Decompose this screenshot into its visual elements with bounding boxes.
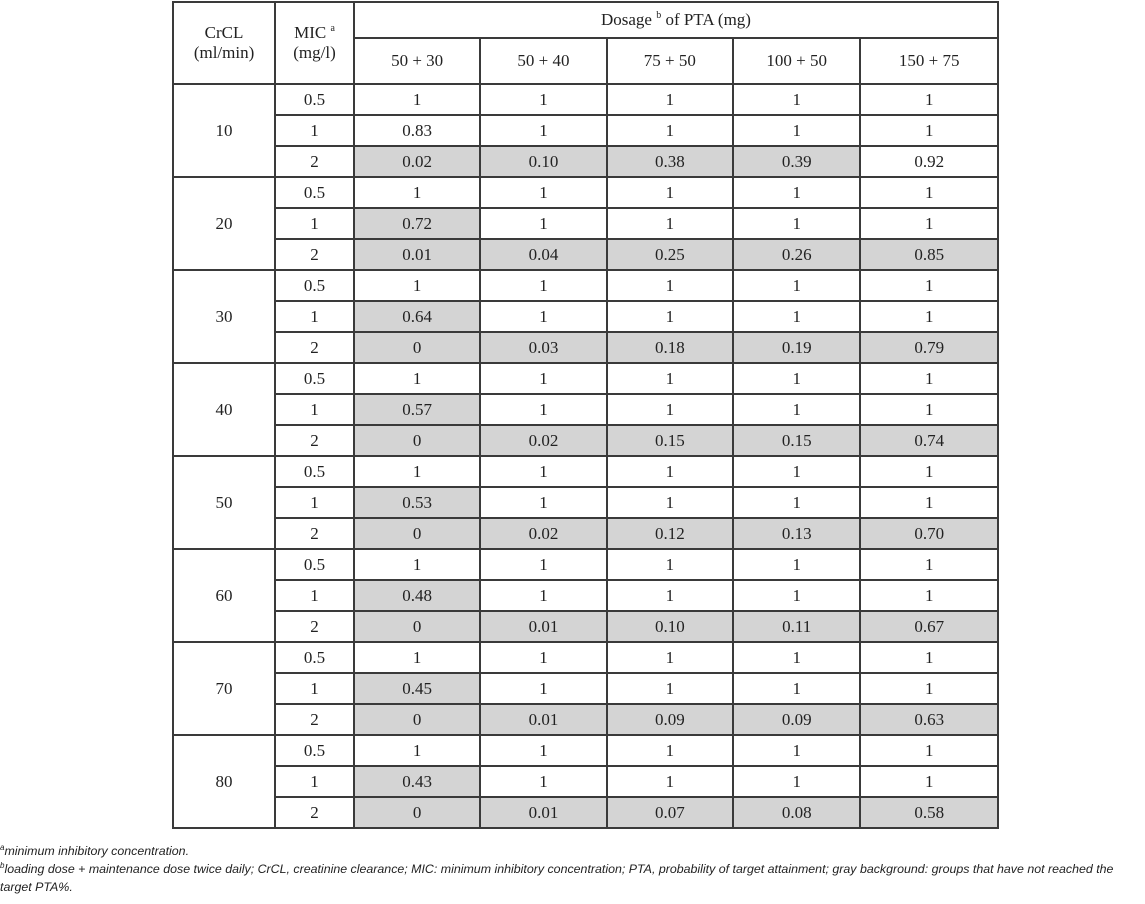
pta-value-cell: 0.01: [480, 797, 606, 828]
pta-value-cell: 1: [607, 394, 733, 425]
pta-value-cell: 0.01: [354, 239, 480, 270]
mic-cell: 0.5: [275, 177, 354, 208]
mic-cell: 0.5: [275, 549, 354, 580]
pta-value-cell: 1: [354, 84, 480, 115]
pta-value-cell: 0.39: [733, 146, 860, 177]
crcl-header-line1: CrCL: [204, 23, 244, 42]
pta-value-cell: 0.15: [607, 425, 733, 456]
mic-cell: 1: [275, 394, 354, 425]
pta-value-cell: 1: [480, 394, 606, 425]
crcl-cell: 50: [173, 456, 275, 549]
pta-value-cell: 0.10: [607, 611, 733, 642]
mic-cell: 0.5: [275, 363, 354, 394]
mic-header-line2: (mg/l): [293, 43, 336, 62]
pta-value-cell: 0: [354, 797, 480, 828]
pta-value-cell: 1: [733, 177, 860, 208]
pta-value-cell: 0.74: [860, 425, 998, 456]
pta-value-cell: 0.07: [607, 797, 733, 828]
table-row: [173, 642, 998, 673]
pta-value-cell: 1: [860, 580, 998, 611]
pta-value-cell: 1: [480, 456, 606, 487]
table-row: [173, 487, 998, 518]
pta-value-cell: 0.63: [860, 704, 998, 735]
pta-value-cell: 1: [607, 84, 733, 115]
pta-value-cell: 1: [607, 177, 733, 208]
crcl-header-line2: (ml/min): [193, 43, 255, 62]
pta-value-cell: 1: [354, 270, 480, 301]
pta-value-cell: 0.67: [860, 611, 998, 642]
dose-header-cell: 50 + 40: [480, 38, 606, 84]
pta-value-cell: 1: [860, 766, 998, 797]
pta-value-cell: 1: [733, 270, 860, 301]
pta-value-cell: 0.09: [607, 704, 733, 735]
mic-cell: 2: [275, 797, 354, 828]
mic-cell: 1: [275, 301, 354, 332]
pta-value-cell: 0.83: [354, 115, 480, 146]
pta-value-cell: 1: [607, 766, 733, 797]
mic-cell: 2: [275, 239, 354, 270]
pta-value-cell: 1: [733, 642, 860, 673]
pta-value-cell: 1: [607, 270, 733, 301]
pta-value-cell: 1: [607, 115, 733, 146]
pta-value-cell: 0.25: [607, 239, 733, 270]
table-row: [173, 332, 998, 363]
mic-cell: 2: [275, 425, 354, 456]
footnote-b: [0, 860, 1145, 896]
mic-cell: 0.5: [275, 735, 354, 766]
table-row: [173, 518, 998, 549]
pta-value-cell: 1: [354, 177, 480, 208]
pta-value-cell: 1: [354, 549, 480, 580]
pta-value-cell: 1: [480, 673, 606, 704]
pta-value-cell: 1: [860, 735, 998, 766]
pta-value-cell: 1: [733, 115, 860, 146]
table-row: [173, 239, 998, 270]
pta-value-cell: 0.19: [733, 332, 860, 363]
table-row: [173, 84, 998, 115]
pta-value-cell: 0.72: [354, 208, 480, 239]
mic-header-line1: MIC: [294, 23, 327, 42]
pta-value-cell: 1: [860, 642, 998, 673]
crcl-cell: 60: [173, 549, 275, 642]
pta-value-cell: 1: [733, 580, 860, 611]
pta-value-cell: 0.70: [860, 518, 998, 549]
table-row: [173, 115, 998, 146]
table-row: [173, 611, 998, 642]
table-row: [173, 673, 998, 704]
pta-value-cell: 0.79: [860, 332, 998, 363]
pta-value-cell: 0.03: [480, 332, 606, 363]
mic-cell: 1: [275, 208, 354, 239]
pta-value-cell: 1: [860, 270, 998, 301]
pta-value-cell: 1: [860, 456, 998, 487]
dosage-header-post: of PTA (mg): [665, 10, 751, 29]
pta-value-cell: 1: [860, 487, 998, 518]
pta-value-cell: 0.13: [733, 518, 860, 549]
pta-value-cell: 0.15: [733, 425, 860, 456]
pta-value-cell: 1: [733, 735, 860, 766]
dose-header-cell: 150 + 75: [860, 38, 998, 84]
mic-cell: 0.5: [275, 456, 354, 487]
pta-value-cell: 1: [354, 735, 480, 766]
pta-value-cell: 0.12: [607, 518, 733, 549]
pta-value-cell: 1: [733, 456, 860, 487]
dose-header-cell: 100 + 50: [733, 38, 860, 84]
mic-cell: 0.5: [275, 642, 354, 673]
pta-value-cell: 0.64: [354, 301, 480, 332]
pta-value-cell: 0.43: [354, 766, 480, 797]
pta-value-cell: 1: [354, 642, 480, 673]
table-row: [173, 425, 998, 456]
table-row: [173, 797, 998, 828]
pta-value-cell: 1: [860, 673, 998, 704]
pta-value-cell: 1: [354, 456, 480, 487]
mic-cell: 1: [275, 673, 354, 704]
crcl-cell: 80: [173, 735, 275, 828]
pta-value-cell: 1: [480, 735, 606, 766]
table-row: [173, 766, 998, 797]
pta-value-cell: 1: [860, 115, 998, 146]
table-row: [173, 580, 998, 611]
mic-cell: 2: [275, 146, 354, 177]
pta-value-cell: 0.26: [733, 239, 860, 270]
footnote-a-mark: a: [0, 843, 5, 852]
pta-value-cell: 0.02: [480, 518, 606, 549]
pta-value-cell: 1: [480, 301, 606, 332]
pta-value-cell: 0.11: [733, 611, 860, 642]
pta-value-cell: 0.57: [354, 394, 480, 425]
pta-value-cell: 1: [860, 84, 998, 115]
pta-value-cell: 0.02: [480, 425, 606, 456]
mic-cell: 1: [275, 487, 354, 518]
pta-value-cell: 0.92: [860, 146, 998, 177]
pta-value-cell: 1: [480, 115, 606, 146]
crcl-cell: 70: [173, 642, 275, 735]
mic-cell: 2: [275, 704, 354, 735]
pta-value-cell: 0: [354, 611, 480, 642]
pta-value-cell: 1: [733, 766, 860, 797]
pta-value-cell: 0.38: [607, 146, 733, 177]
table-row: [173, 549, 998, 580]
pta-value-cell: 1: [607, 363, 733, 394]
table-row: [173, 301, 998, 332]
pta-value-cell: 1: [733, 487, 860, 518]
pta-value-cell: 1: [480, 270, 606, 301]
pta-value-cell: 1: [733, 84, 860, 115]
pta-value-cell: 0: [354, 518, 480, 549]
pta-value-cell: 0.85: [860, 239, 998, 270]
pta-value-cell: 0.02: [354, 146, 480, 177]
pta-value-cell: 0.53: [354, 487, 480, 518]
pta-value-cell: 0: [354, 425, 480, 456]
dose-header-cell: 75 + 50: [607, 38, 733, 84]
mic-cell: 2: [275, 518, 354, 549]
table-row: [173, 704, 998, 735]
table-row: [173, 208, 998, 239]
pta-value-cell: 1: [733, 673, 860, 704]
mic-cell: 1: [275, 580, 354, 611]
pta-value-cell: 1: [607, 549, 733, 580]
mic-cell: 2: [275, 332, 354, 363]
dosage-header-pre: Dosage: [600, 10, 652, 29]
crcl-cell: 30: [173, 270, 275, 363]
pta-value-cell: 1: [607, 642, 733, 673]
pta-value-cell: 1: [860, 177, 998, 208]
pta-table: [172, 1, 999, 829]
pta-value-cell: 1: [733, 301, 860, 332]
pta-value-cell: 1: [733, 549, 860, 580]
pta-value-cell: 1: [480, 487, 606, 518]
mic-header-footnote-mark: a: [330, 23, 335, 34]
pta-value-cell: 1: [733, 208, 860, 239]
pta-value-cell: 1: [480, 84, 606, 115]
pta-value-cell: 0.01: [480, 611, 606, 642]
table-row: [173, 363, 998, 394]
pta-value-cell: 1: [860, 301, 998, 332]
pta-value-cell: 1: [607, 735, 733, 766]
pta-value-cell: 1: [607, 208, 733, 239]
mic-cell: 1: [275, 766, 354, 797]
pta-value-cell: 0.04: [480, 239, 606, 270]
table-row: [173, 177, 998, 208]
pta-value-cell: 1: [733, 394, 860, 425]
footnote-b-mark: b: [0, 861, 5, 870]
pta-value-cell: 1: [480, 580, 606, 611]
pta-value-cell: 0.10: [480, 146, 606, 177]
pta-value-cell: 1: [860, 363, 998, 394]
mic-cell: 0.5: [275, 84, 354, 115]
footnotes: [0, 842, 1145, 896]
pta-value-cell: 0: [354, 704, 480, 735]
pta-value-cell: 1: [860, 394, 998, 425]
pta-value-cell: 0: [354, 332, 480, 363]
mic-cell: 1: [275, 115, 354, 146]
table-row: [173, 270, 998, 301]
footnote-a-text: minimum inhibitory concentration.: [4, 844, 190, 858]
crcl-header: [173, 2, 275, 84]
pta-value-cell: 0.09: [733, 704, 860, 735]
footnote-a: [0, 842, 1145, 860]
footnote-b-text: loading dose + maintenance dose twice daily; CrCL, creatinine clearance; MIC: minimum inhibitory concentration; PTA, probability of target attainment; gray background: groups that have not reached the target PTA%.: [0, 862, 1114, 894]
pta-value-cell: 1: [607, 580, 733, 611]
pta-value-cell: 1: [607, 487, 733, 518]
pta-value-cell: 0.01: [480, 704, 606, 735]
pta-value-cell: 1: [860, 549, 998, 580]
pta-value-cell: 1: [480, 177, 606, 208]
pta-value-cell: 1: [480, 208, 606, 239]
dose-header-cell: 50 + 30: [354, 38, 480, 84]
pta-value-cell: 1: [607, 673, 733, 704]
pta-value-cell: 1: [607, 301, 733, 332]
pta-value-cell: 0.58: [860, 797, 998, 828]
pta-value-cell: 1: [480, 766, 606, 797]
pta-value-cell: 1: [354, 363, 480, 394]
crcl-cell: 10: [173, 84, 275, 177]
pta-value-cell: 1: [480, 549, 606, 580]
pta-value-cell: 1: [733, 363, 860, 394]
pta-value-cell: 1: [860, 208, 998, 239]
crcl-cell: 20: [173, 177, 275, 270]
table-row: [173, 146, 998, 177]
pta-value-cell: 0.48: [354, 580, 480, 611]
dosage-header-footnote-mark: b: [656, 10, 662, 21]
crcl-cell: 40: [173, 363, 275, 456]
pta-value-cell: 1: [480, 363, 606, 394]
pta-value-cell: 1: [607, 456, 733, 487]
pta-value-cell: 1: [480, 642, 606, 673]
pta-value-cell: 0.18: [607, 332, 733, 363]
pta-value-cell: 0.45: [354, 673, 480, 704]
mic-header: [275, 2, 354, 84]
pta-table-body: [173, 84, 998, 828]
table-row: [173, 394, 998, 425]
pta-value-cell: 0.08: [733, 797, 860, 828]
dosage-header: [354, 2, 998, 38]
mic-cell: 2: [275, 611, 354, 642]
table-row: [173, 456, 998, 487]
table-row: [173, 735, 998, 766]
mic-cell: 0.5: [275, 270, 354, 301]
